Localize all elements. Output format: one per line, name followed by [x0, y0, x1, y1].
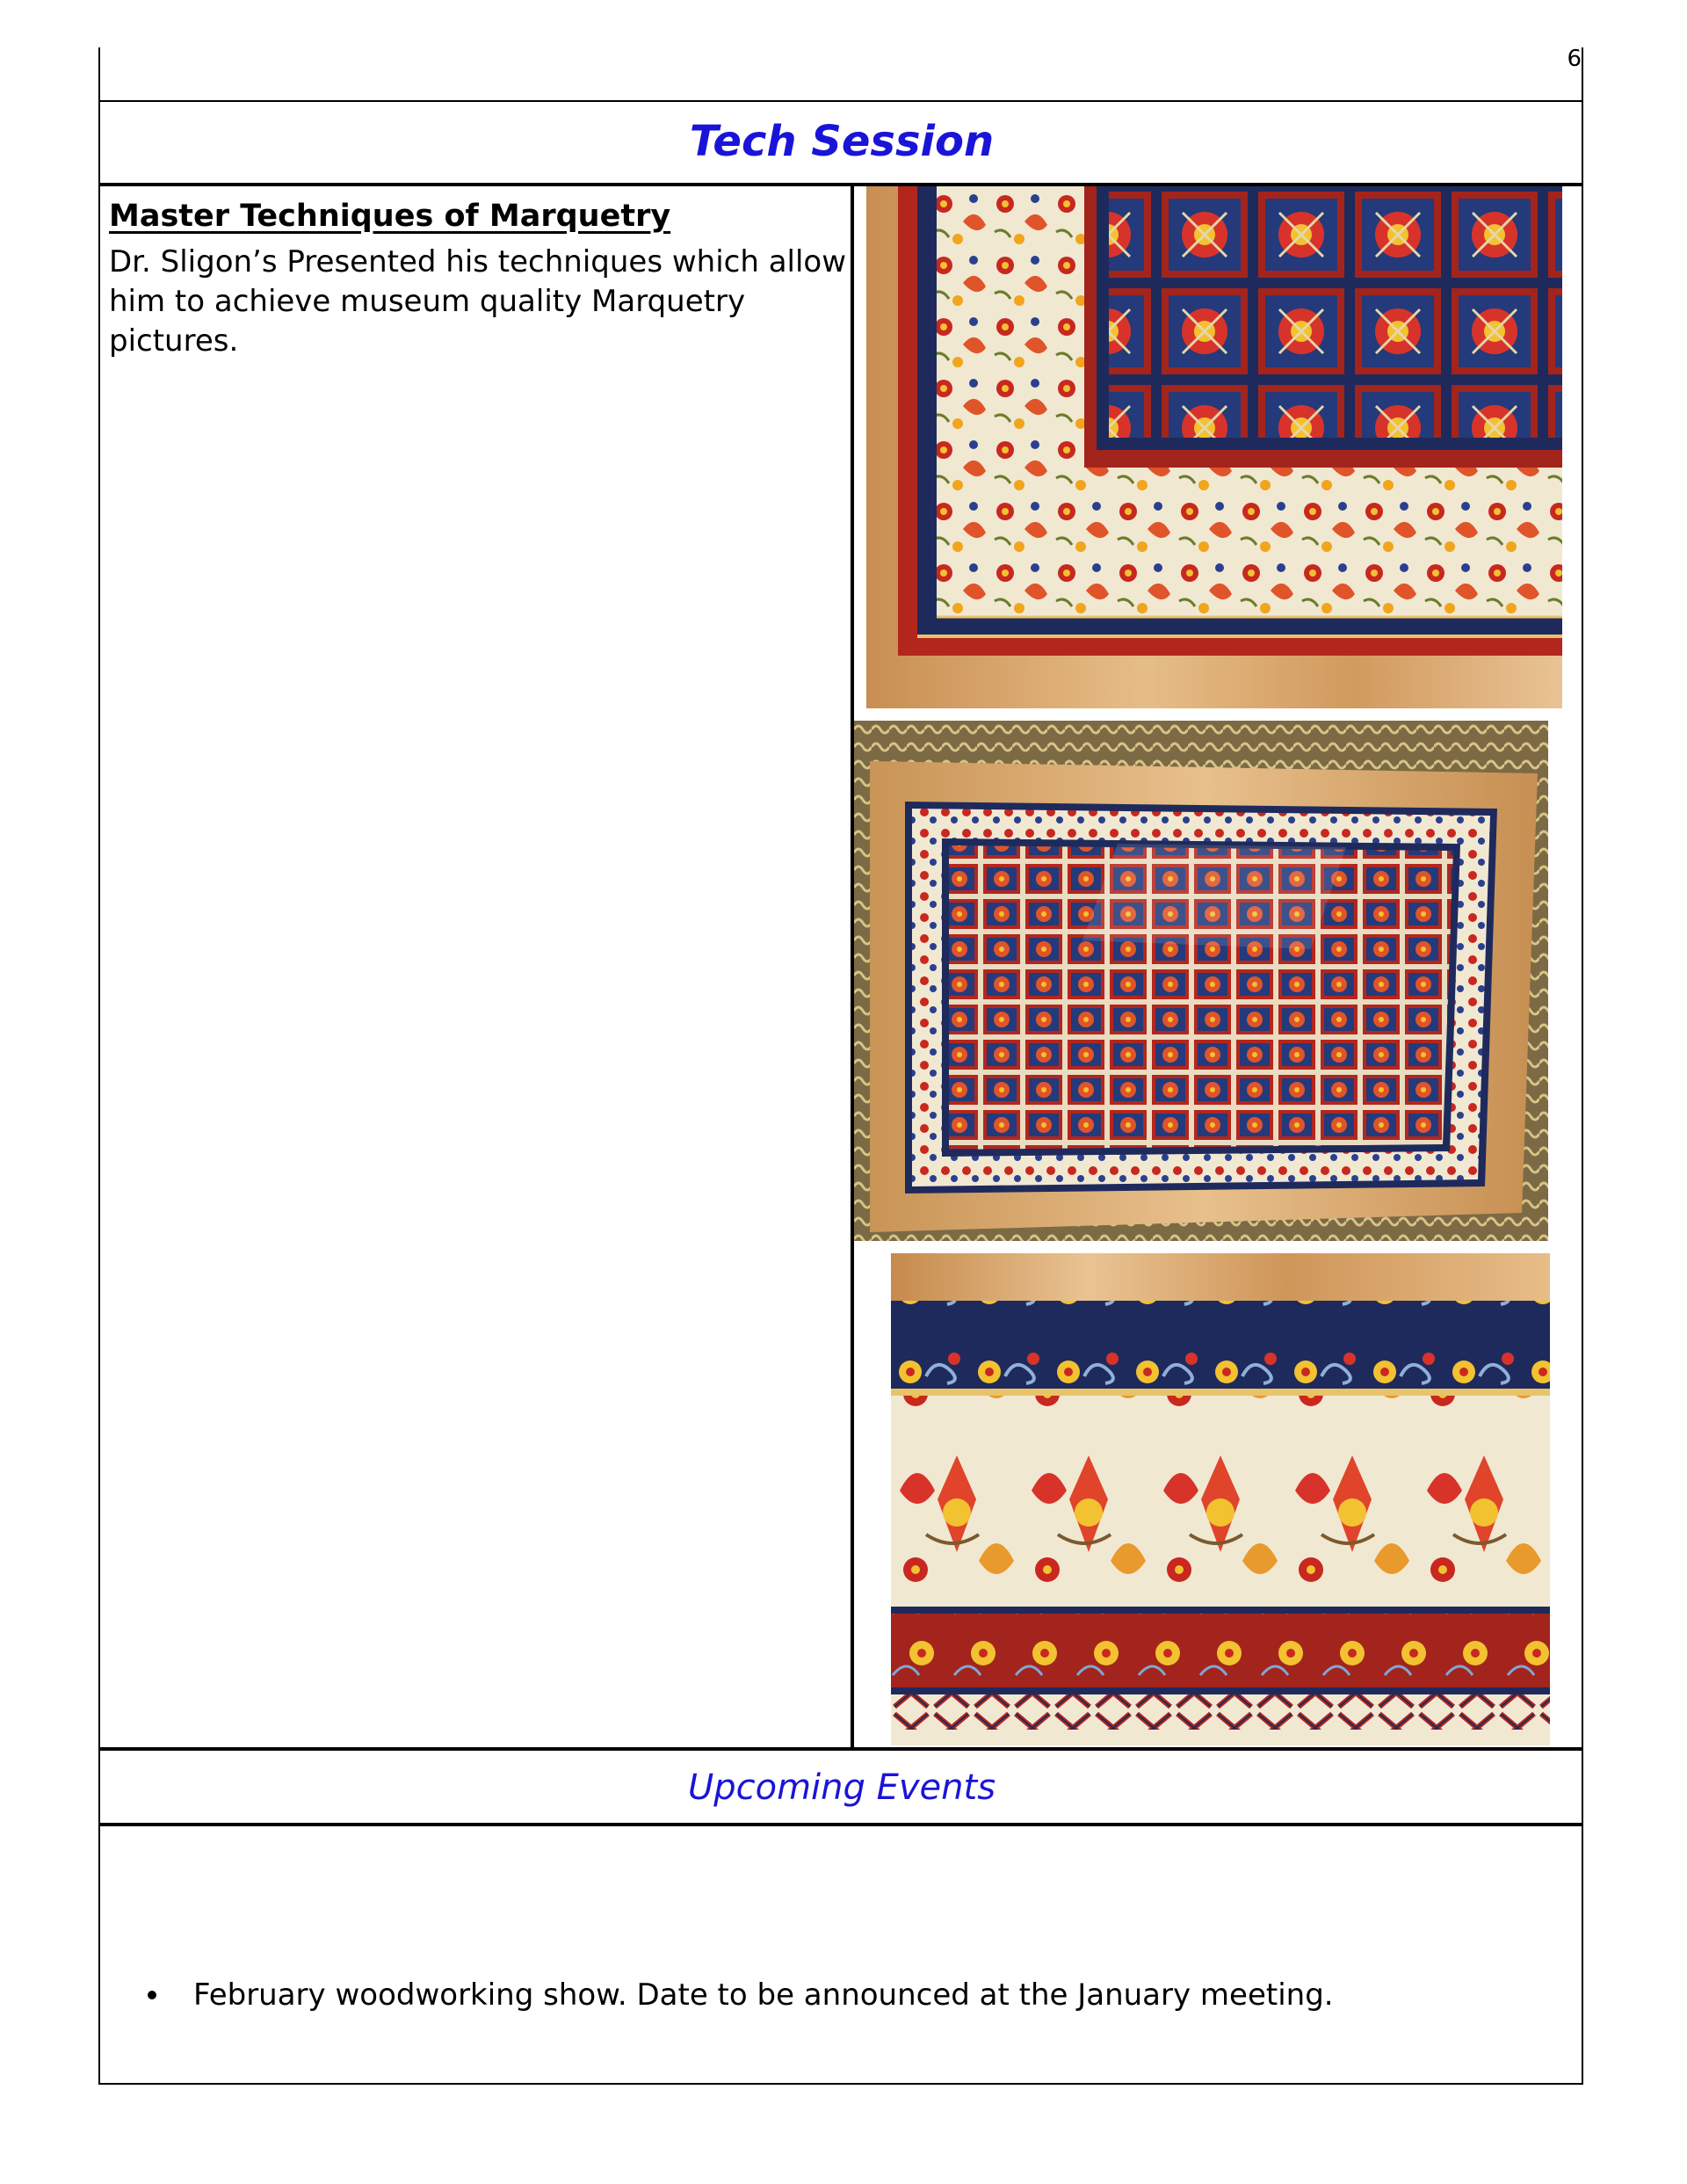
events-title-bottom-rule	[98, 1823, 1583, 1826]
upcoming-events-title: Upcoming Events	[687, 1767, 996, 1808]
page-number: 6	[1567, 46, 1582, 72]
article-heading: Master Techniques of Marquetry	[109, 199, 671, 234]
rug-border-photo	[891, 1253, 1550, 1745]
framed-rug-photo	[854, 721, 1548, 1241]
frame-bottom-rule	[98, 2083, 1583, 2085]
bullet-icon	[148, 1991, 156, 1999]
frame-top-rule	[98, 100, 1583, 102]
article-body: Dr. Sligon’s Presented his techniques which allow him to achieve museum quality Marquetry pictures.	[109, 244, 847, 359]
tech-section-bottom-rule	[98, 1747, 1583, 1751]
event-list-item	[148, 1977, 1334, 2013]
event-text: February woodworking show. Date to be announced at the January meeting.	[193, 1977, 1334, 2013]
rug-corner-photo	[866, 186, 1562, 708]
tech-session-title: Tech Session	[689, 117, 995, 166]
